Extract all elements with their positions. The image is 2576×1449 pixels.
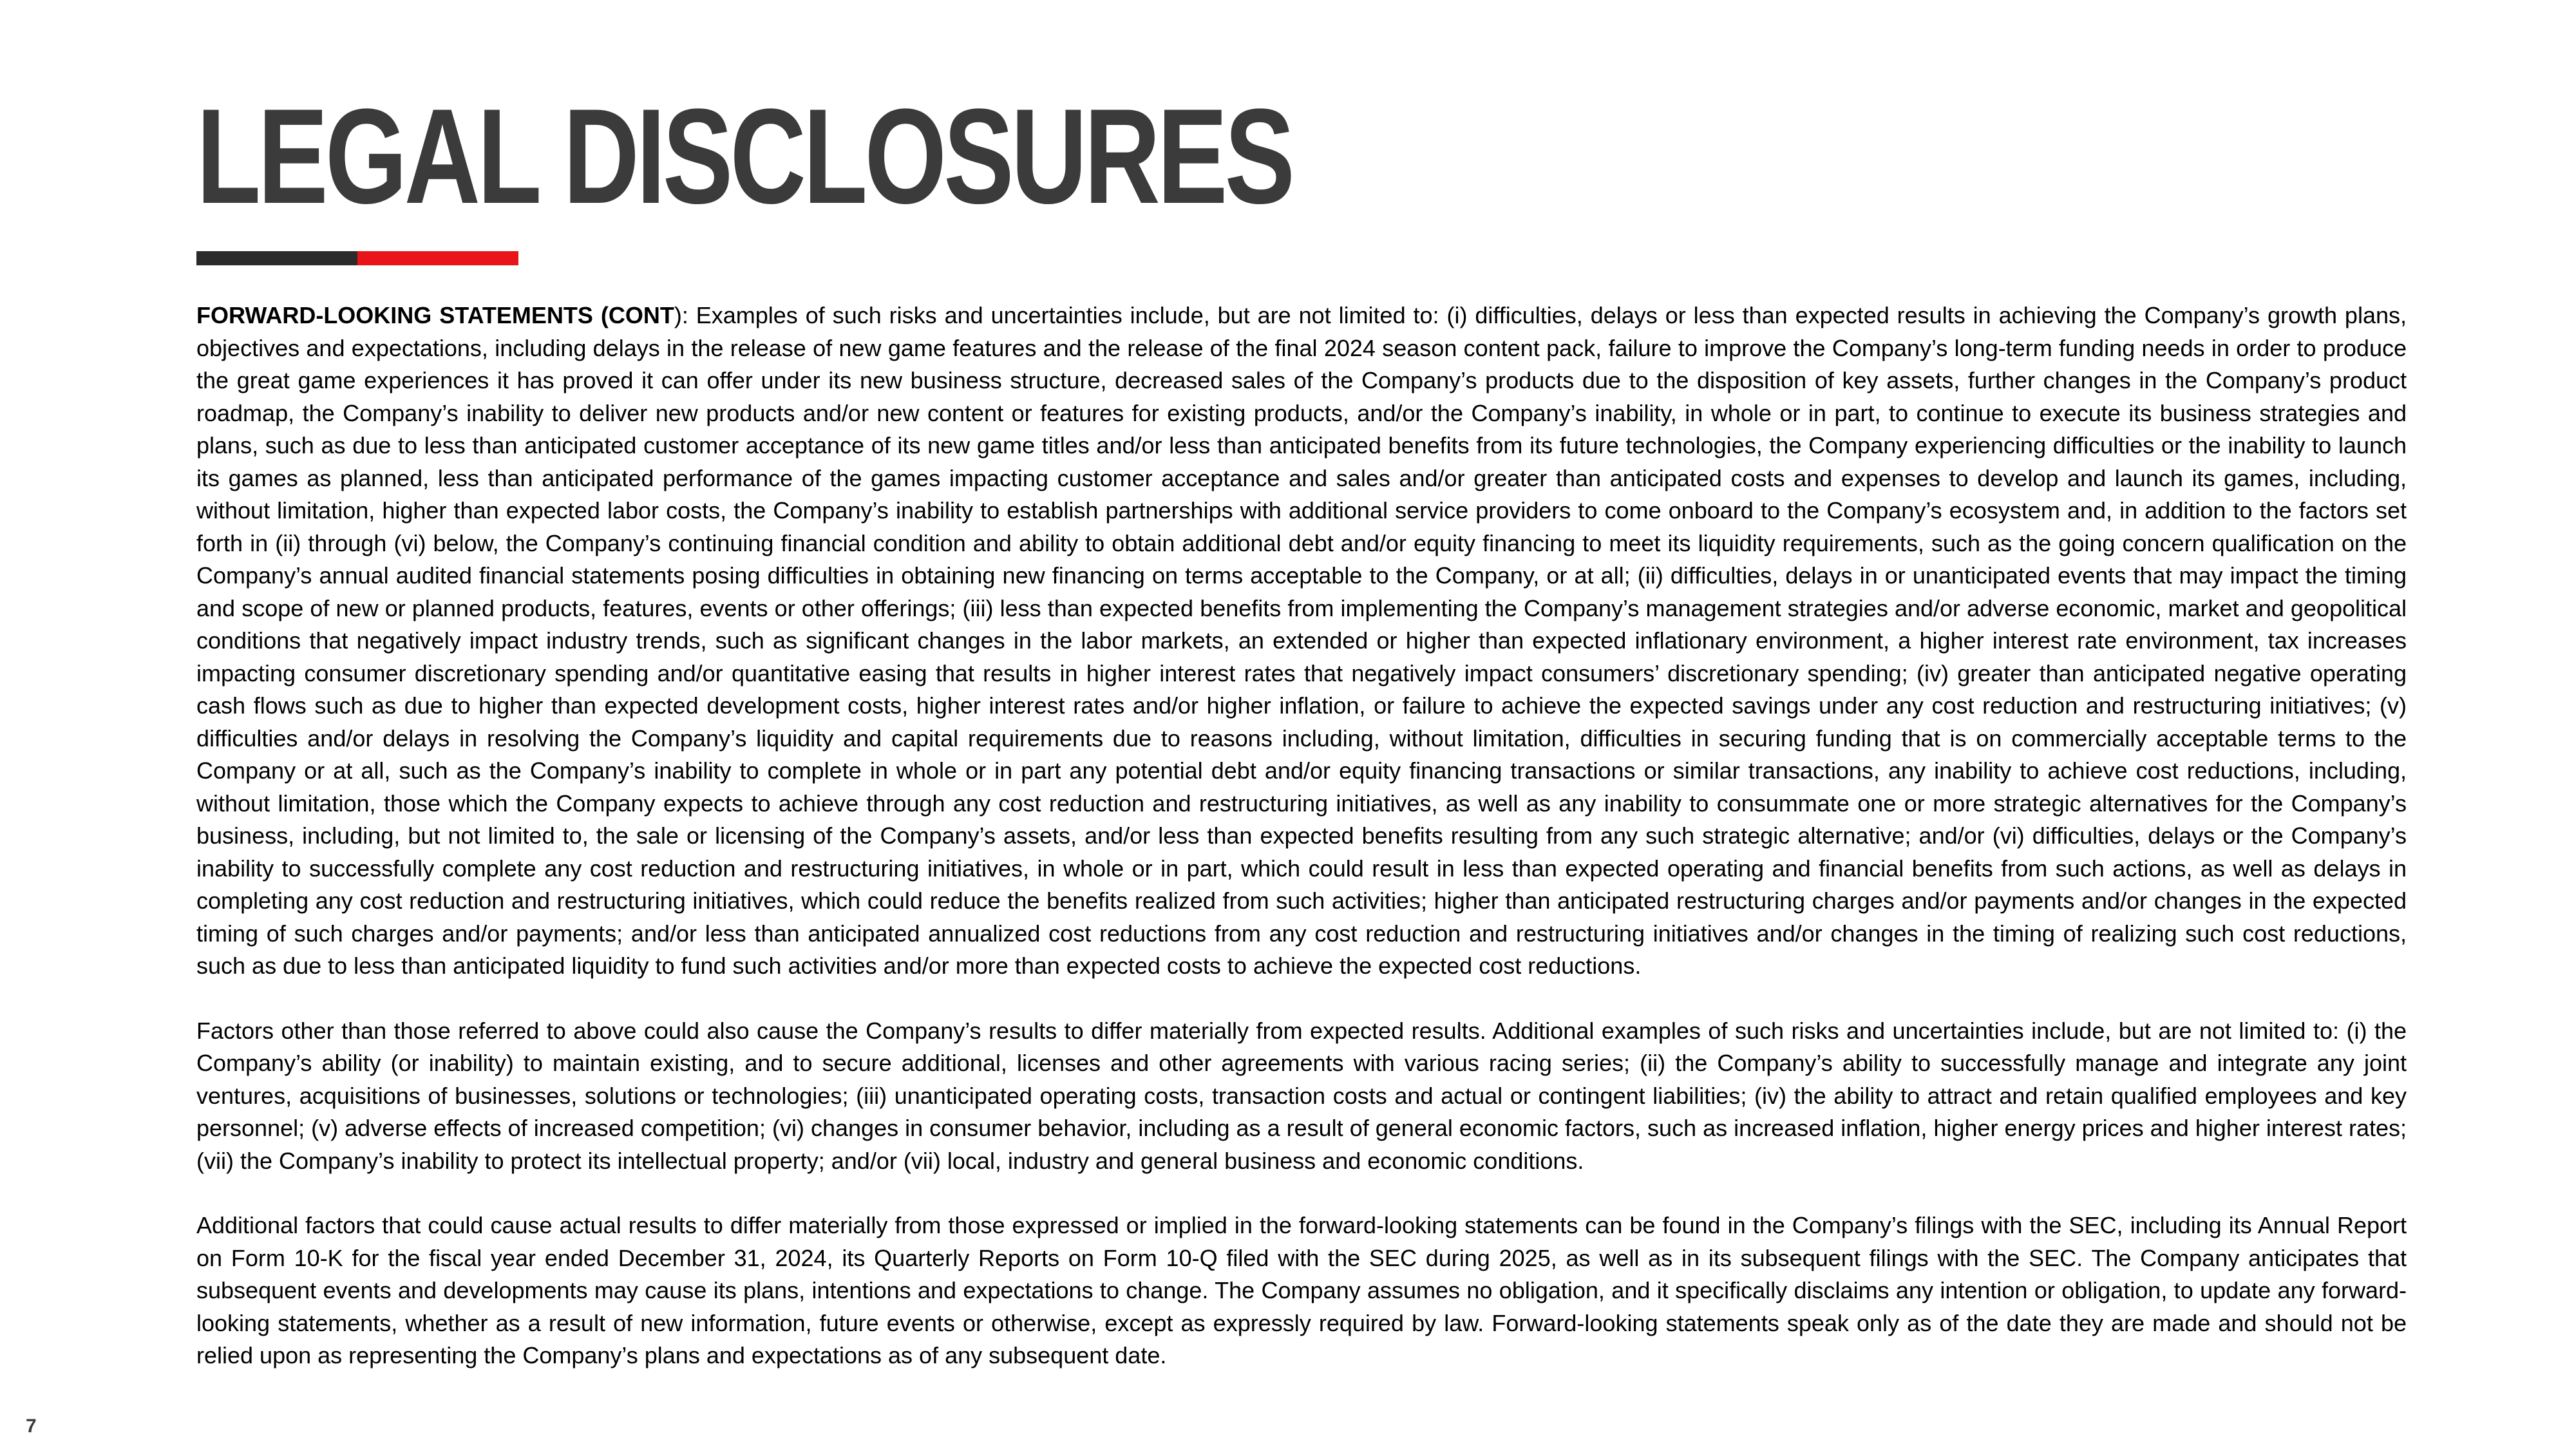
forward-looking-paragraph bbox=[196, 299, 2407, 983]
disclosure-body bbox=[196, 299, 2407, 1372]
title-accent-bar bbox=[196, 251, 518, 265]
page-title: LEGAL DISCLOSURES bbox=[196, 80, 1293, 232]
accent-bar-dark-segment bbox=[196, 251, 357, 265]
forward-looking-heading-close: ) bbox=[674, 302, 682, 328]
accent-bar-red-segment bbox=[357, 251, 518, 265]
other-factors-paragraph: Factors other than those referred to above could also cause the Company’s results to differ materially from expected results. Additional examples of such risks and uncertainties include, but are not limited to: (i) the Company’s ability (or inability) to maintain existing, and to secure additional, licenses and other agreements with various racing series; (ii) the Company’s ability to successfully manage and integrate any joint ventures, acquisitions of businesses, solutions or technologies; (iii) unanticipated operating costs, transaction costs and actual or contingent liabilities; (iv) the ability to attract and retain qualified employees and key personnel; (v) adverse effects of increased competition; (vi) changes in consumer behavior, including as a result of general economic factors, such as increased inflation, higher energy prices and higher interest rates; (vii) the Company’s inability to protect its intellectual property; and/or (vii) local, industry and general business and economic conditions. bbox=[196, 1017, 2407, 1174]
additional-factors-paragraph: Additional factors that could cause actual results to differ materially from those expressed or implied in the forward-looking statements can be found in the Company’s filings with the SEC, including its Annual Report on Form 10-K for the fiscal year ended December 31, 2024, its Quarterly Reports on Form 10-Q filed with the SEC during 2025, as well as in its subsequent filings with the SEC. The Company anticipates that subsequent events and developments may cause its plans, intentions and expectations to change. The Company assumes no obligation, and it specifically disclaims any intention or obligation, to update any forward-looking statements, whether as a result of new information, future events or otherwise, except as expressly required by law. Forward-looking statements speak only as of the date they are made and should not be relied upon as representing the Company’s plans and expectations as of any subsequent date. bbox=[196, 1212, 2407, 1368]
page-number: 7 bbox=[26, 1416, 37, 1437]
forward-looking-heading: FORWARD-LOOKING STATEMENTS (CONT bbox=[196, 302, 674, 328]
forward-looking-text: : Examples of such risks and uncertainties include, but are not limited to: (i) difficulties, delays or less than expected results in achieving the Company’s growth plans, objectives and expectations, including delays in the release of new game features and the release of the final 2024 season content pack, failure to improve the Company’s long-term funding needs in order to produce the great game experiences it has proved it can offer under its new business structure, decreased sales of the Company’s products due to the disposition of key assets, further changes in the Company’s product roadmap, the Company’s inability to deliver new products and/or new content or features for existing products, and/or the Company’s inability, in whole or in part, to continue to execute its business strategies and plans, such as due to less than anticipated customer acceptance of its new game titles and/or less than anticipated benefits from its future technologies, the Company experiencing difficulties or the inability to launch its games as planned, less than anticipated performance of the games impacting customer acceptance and sales and/or greater than anticipated costs and expenses to develop and launch its games, including, without limitation, higher than expected labor costs, the Company’s inability to establish partnerships with additional service providers to come onboard to the Company’s ecosystem and, in addition to the factors set forth in (ii) through (vi) below, the Company’s continuing financial condition and ability to obtain additional debt and/or equity financing to meet its liquidity requirements, such as the going concern qualification on the Company’s annual audited financial statements posing difficulties in obtaining new financing on terms acceptable to the Company, or at all; (ii) difficulties, delays in or unanticipated events that may impact the timing and scope of new or planned products, features, events or other offerings; (iii) less than expected benefits from implementing the Company’s management strategies and/or adverse economic, market and geopolitical conditions that negatively impact industry trends, such as significant changes in the labor markets, an extended or higher than expected inflationary environment, a higher interest rate environment, tax increases impacting consumer discretionary spending and/or quantitative easing that results in higher interest rates that negatively impact consumers’ discretionary spending; (iv) greater than anticipated negative operating cash flows such as due to higher than expected development costs, higher interest rates and/or higher inflation, or failure to achieve the expected savings under any cost reduction and restructuring initiatives; (v) difficulties and/or delays in resolving the Company’s liquidity and capital requirements due to reasons including, without limitation, difficulties in securing funding that is on commercially acceptable terms to the Company or at all, such as the Company’s inability to complete in whole or in part any potential debt and/or equity financing transactions or similar transactions, any inability to achieve cost reductions, including, without limitation, those which the Company expects to achieve through any cost reduction and restructuring initiatives, as well as any inability to consummate one or more strategic alternatives for the Company’s business, including, but not limited to, the sale or licensing of the Company’s assets, and/or less than expected benefits resulting from any such strategic alternative; and/or (vi) difficulties, delays or the Company’s inability to successfully complete any cost reduction and restructuring initiatives, in whole or in part, which could result in less than expected operating and financial benefits from such actions, as well as delays in completing any cost reduction and restructuring initiatives, which could reduce the benefits realized from such activities; higher than anticipated restructuring charges and/or payments and/or changes in the expected timing of such charges and/or payments; and/or less than anticipated annualized cost reductions from any cost reduction and restructuring initiatives and/or changes in the timing of realizing such cost reductions, such as due to less than anticipated liquidity to fund such activities and/or more than expected costs to achieve the expected cost reductions. bbox=[196, 302, 2407, 979]
